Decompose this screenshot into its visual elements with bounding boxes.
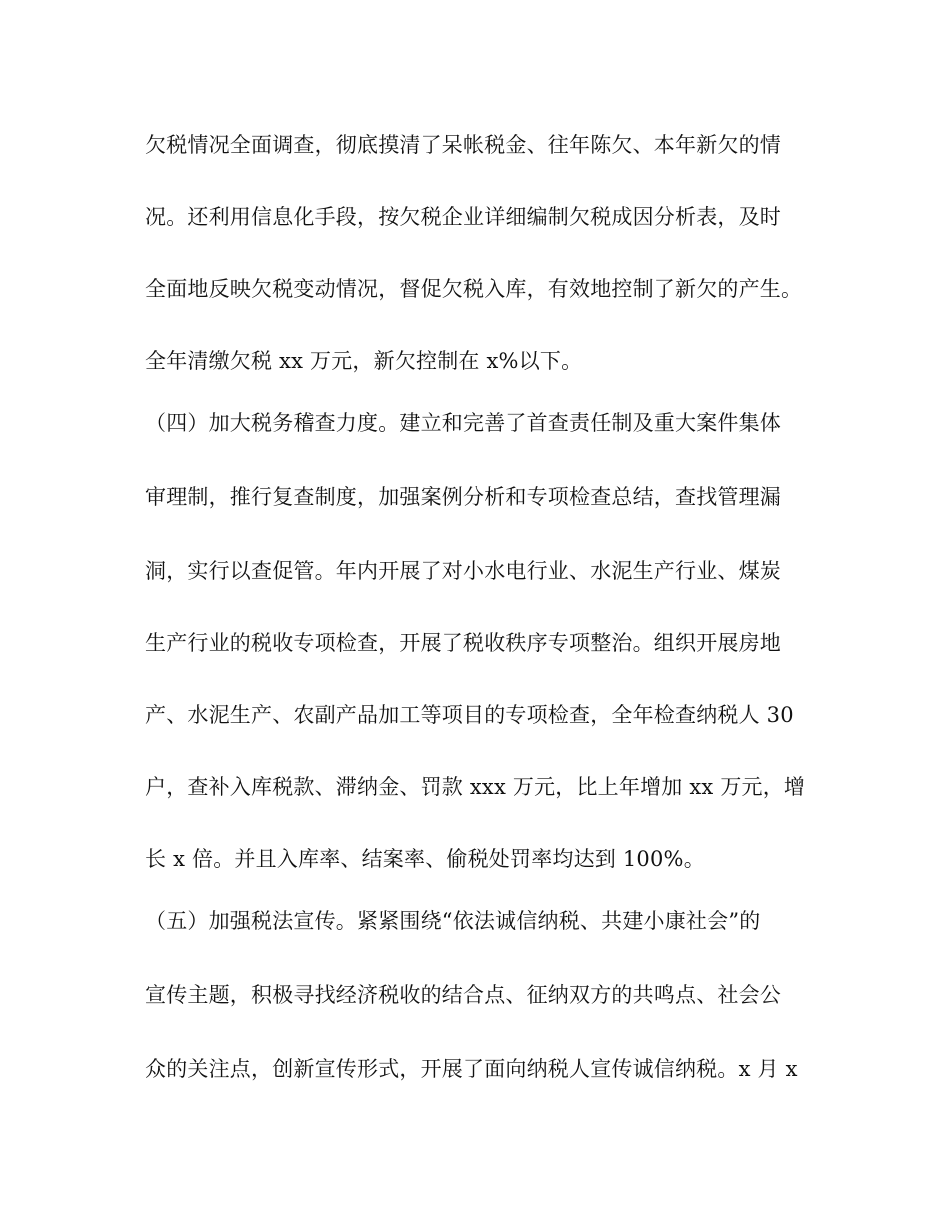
- text-line: 审理制，推行复查制度，加强案例分析和专项检查总结，查找管理漏: [145, 485, 781, 509]
- text-line: 产、水泥生产、农副产品加工等项目的专项检查，全年检查纳税人 30: [145, 703, 794, 727]
- text-line: 全面地反映欠税变动情况，督促欠税入库，有效地控制了新欠的产生。: [145, 277, 803, 301]
- section-heading-line: （五）加强税法宣传。紧紧围绕“依法诚信纳税、共建小康社会”的: [145, 909, 761, 933]
- text-line: 况。还利用信息化手段，按欠税企业详细编制欠税成因分析表，及时: [145, 205, 781, 229]
- text-line: 全年清缴欠税 xx 万元，新欠控制在 x%以下。: [145, 349, 583, 373]
- text-line: 宣传主题，积极寻找经济税收的结合点、征纳双方的共鸣点、社会公: [145, 983, 781, 1007]
- text-line: 户，查补入库税款、滞纳金、罚款 xxx 万元，比上年增加 xx 万元，增: [145, 775, 806, 799]
- text-line: 生产行业的税收专项检查，开展了税收秩序专项整治。组织开展房地: [145, 631, 781, 655]
- section-heading-line: （四）加大税务稽查力度。建立和完善了首查责任制及重大案件集体: [145, 411, 781, 435]
- text-line: 众的关注点，创新宣传形式，开展了面向纳税人宣传诚信纳税。x 月 x: [145, 1057, 798, 1081]
- text-line: 长 x 倍。并且入库率、结案率、偷税处罚率均达到 100%。: [145, 847, 705, 871]
- text-line: 洞，实行以查促管。年内开展了对小水电行业、水泥生产行业、煤炭: [145, 559, 781, 583]
- text-line: 欠税情况全面调查，彻底摸清了呆帐税金、往年陈欠、本年新欠的情: [145, 133, 781, 157]
